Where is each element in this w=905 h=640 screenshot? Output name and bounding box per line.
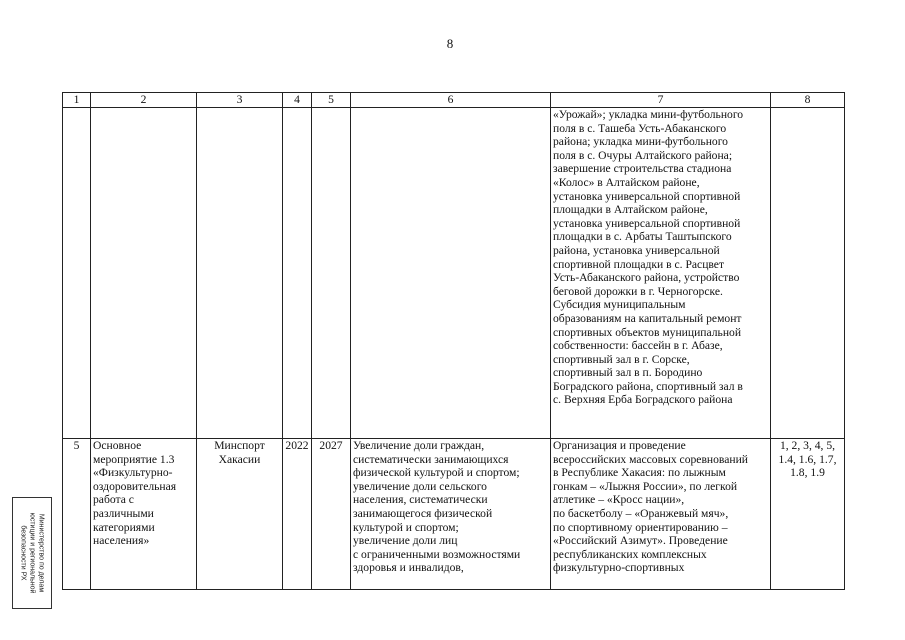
table-row xyxy=(63,439,845,590)
activity-description-cell: «Урожай»; укладка мини-футбольного поля в с. Ташеба Усть-Абаканского района; укладка мини-футбольного поля в с. Очуры Алтайского района; завершение строительства стадиона «Колос» в Алтайском районе, установка универсальной спортивной площадки в Алтайском районе, установка универсальной спортивной площадки в с. Арбаты Таштыпского района, установка универсальной спортивной площадки в с. Расцвет Усть-Абаканского района, устройство беговой дорожки в г. Черногорске. Субсидия муниципальным образованиям на капитальный ремонт спортивных объектов муниципальной собственности: бассейн в г. Абазе, спортивный зал в г. Сорске, спортивный зал в п. Бородино Боградского района, спортивный зал в с. Верхняя Ерба Боградского района xyxy=(551,108,771,439)
activity-description-cell: Организация и проведение всероссийских массовых соревнований в Республике Хакасия: по лыжным гонкам – «Лыжня России», по легкой атлетике – «Кросс нации», по баскетболу – «Оранжевый мяч», по спортивному ориентированию – «Российский Азимут». Проведение республиканских комплексных физкультурно-спортивных xyxy=(551,439,771,590)
page-number: 8 xyxy=(446,36,454,51)
column-header-4: 4 xyxy=(283,93,312,108)
table-row xyxy=(63,108,845,439)
executor-cell xyxy=(197,108,283,439)
header-row xyxy=(63,93,845,108)
row-number-cell: 5 xyxy=(63,439,91,590)
end-year-cell: 2027 xyxy=(312,439,351,590)
row-number-cell xyxy=(63,108,91,439)
start-year-cell xyxy=(283,108,312,439)
executor-cell: Минспорт Хакасии xyxy=(197,439,283,590)
registration-stamp xyxy=(12,497,52,609)
expected-result-cell: Увеличение доли граждан, систематически занимающихся физической культурой и спортом; увеличение доли сельского населения, систематически занимающегося физической культурой и спортом; увеличение доли лиц с ограниченными возможностями здоровья и инвалидов, xyxy=(351,439,551,590)
column-header-7: 7 xyxy=(551,93,771,108)
column-header-1: 1 xyxy=(63,93,91,108)
column-header-3: 3 xyxy=(197,93,283,108)
start-year-cell: 2022 xyxy=(283,439,312,590)
indicator-links-cell xyxy=(771,108,845,439)
stamp-text: Министерство по делам юстиции и региональной безопасности РХ xyxy=(19,512,45,594)
column-header-8: 8 xyxy=(771,93,845,108)
indicator-links-cell: 1, 2, 3, 4, 5, 1.4, 1.6, 1.7, 1.8, 1.9 xyxy=(771,439,845,590)
activity-name-cell xyxy=(91,108,197,439)
column-header-5: 5 xyxy=(312,93,351,108)
expected-result-cell xyxy=(351,108,551,439)
program-table xyxy=(62,92,845,590)
column-header-6: 6 xyxy=(351,93,551,108)
activity-name-cell: Основное мероприятие 1.3 «Физкультурно- оздоровительная работа с различными категориями населения» xyxy=(91,439,197,590)
end-year-cell xyxy=(312,108,351,439)
column-header-2: 2 xyxy=(91,93,197,108)
